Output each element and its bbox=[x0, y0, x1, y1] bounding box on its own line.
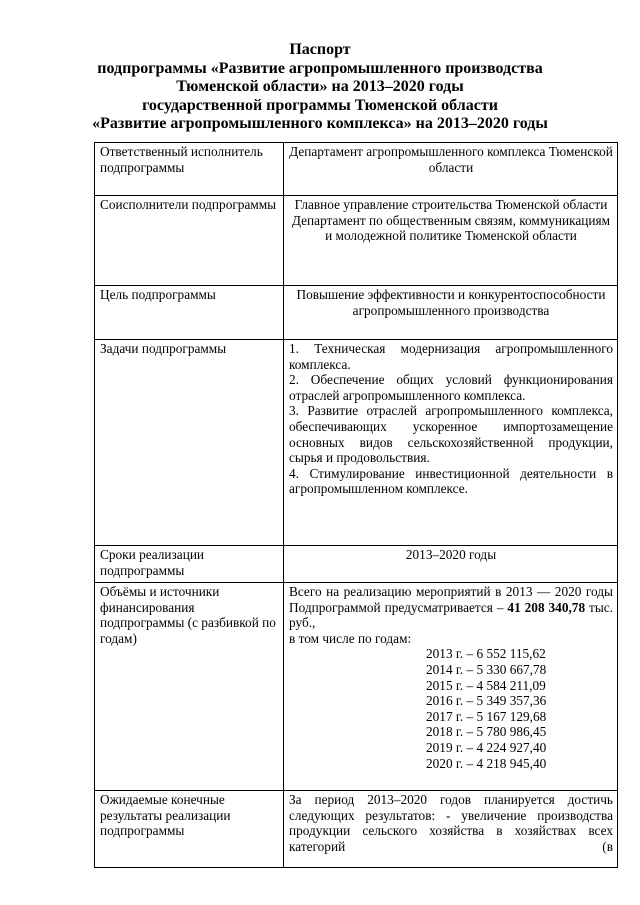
task-1: 1. Техническая модернизация агропромышленного комплекса. bbox=[289, 341, 613, 372]
funding-years-list bbox=[289, 646, 613, 771]
funding-year-2014: 2014 г. – 5 330 667,78 bbox=[426, 661, 547, 677]
results-text: За период 2013–2020 годов планируется достичь следующих результатов: - увеличение производства продукции сельского хозяйства в хозяйствах всех категорий (в bbox=[289, 792, 613, 854]
row-label: Соисполнители подпрограммы bbox=[95, 196, 284, 286]
funding-year-2019: 2019 г. – 4 224 927,40 bbox=[426, 739, 547, 755]
row-value bbox=[284, 196, 618, 286]
funding-total-unit: тыс. руб., bbox=[289, 599, 613, 631]
funding-year-2013: 2013 г. – 6 552 115,62 bbox=[426, 646, 546, 662]
funding-year-2020: 2020 г. – 4 218 945,40 bbox=[426, 755, 547, 771]
table-row-tasks bbox=[95, 340, 618, 546]
title-line-4: государственной программы Тюменской области bbox=[142, 96, 498, 114]
row-value: 2013–2020 годы bbox=[284, 546, 618, 583]
table-row-responsible bbox=[95, 143, 618, 196]
task-3: 3. Развитие отраслей агропромышленного комплекса, обеспечивающих ускоренное импортозамещение основных видов сельскохозяйственной продукции, сырья и продовольствия. bbox=[289, 403, 613, 466]
table-row-results bbox=[95, 791, 618, 868]
funding-year-2016: 2016 г. – 5 349 357,36 bbox=[426, 693, 547, 709]
funding-total: 41 208 340,78 bbox=[507, 599, 586, 615]
row-value: Повышение эффективности и конкурентоспособности агропромышленного производства bbox=[284, 286, 618, 340]
table-row-coexecutors bbox=[95, 196, 618, 286]
title-line-3: Тюменской области» на 2013–2020 годы bbox=[176, 78, 464, 95]
document-title bbox=[0, 41, 640, 134]
row-label: Сроки реализации подпрограммы bbox=[95, 546, 284, 583]
row-value bbox=[284, 791, 618, 868]
coexecutor-2: Департамент по общественным связям, коммуникациям и молодежной политике Тюменской области bbox=[291, 212, 611, 244]
row-label: Объёмы и источники финансирования подпрограммы (с разбивкой по годам) bbox=[95, 583, 284, 791]
coexecutor-1: Главное управление строительства Тюменской области bbox=[294, 197, 608, 212]
funding-intro bbox=[289, 584, 613, 631]
title-line-2: подпрограммы «Развитие агропромышленного производства bbox=[97, 59, 543, 77]
funding-including: в том числе по годам: bbox=[289, 630, 412, 646]
row-label: Ожидаемые конечные результаты реализации подпрограммы bbox=[95, 791, 284, 868]
funding-year-2017: 2017 г. – 5 167 129,68 bbox=[426, 708, 547, 724]
task-2: 2. Обеспечение общих условий функционирования отраслей агропромышленного комплекса. bbox=[289, 372, 613, 403]
funding-year-2018: 2018 г. – 5 780 986,45 bbox=[426, 724, 547, 740]
passport-table bbox=[94, 142, 618, 868]
row-label: Ответственный исполнитель подпрограммы bbox=[95, 143, 284, 196]
table-row-terms bbox=[95, 546, 618, 583]
funding-intro-text: Всего на реализацию мероприятий в 2013 — 2020 годы Подпрограммой предусматривается – bbox=[289, 584, 613, 615]
title-line-1: Паспорт bbox=[289, 41, 351, 58]
row-value: Департамент агропромышленного комплекса Тюменской области bbox=[284, 143, 618, 196]
row-value bbox=[284, 340, 618, 546]
funding-year-2015: 2015 г. – 4 584 211,09 bbox=[426, 677, 546, 693]
row-label: Цель подпрограммы bbox=[95, 286, 284, 340]
row-value bbox=[284, 583, 618, 791]
table-row-funding bbox=[95, 583, 618, 791]
table-row-goal bbox=[95, 286, 618, 340]
title-line-5: «Развитие агропромышленного комплекса» на 2013–2020 годы bbox=[92, 115, 548, 132]
row-label: Задачи подпрограммы bbox=[95, 340, 284, 546]
task-4: 4. Стимулирование инвестиционной деятельности в агропромышленном комплексе. bbox=[289, 465, 613, 497]
